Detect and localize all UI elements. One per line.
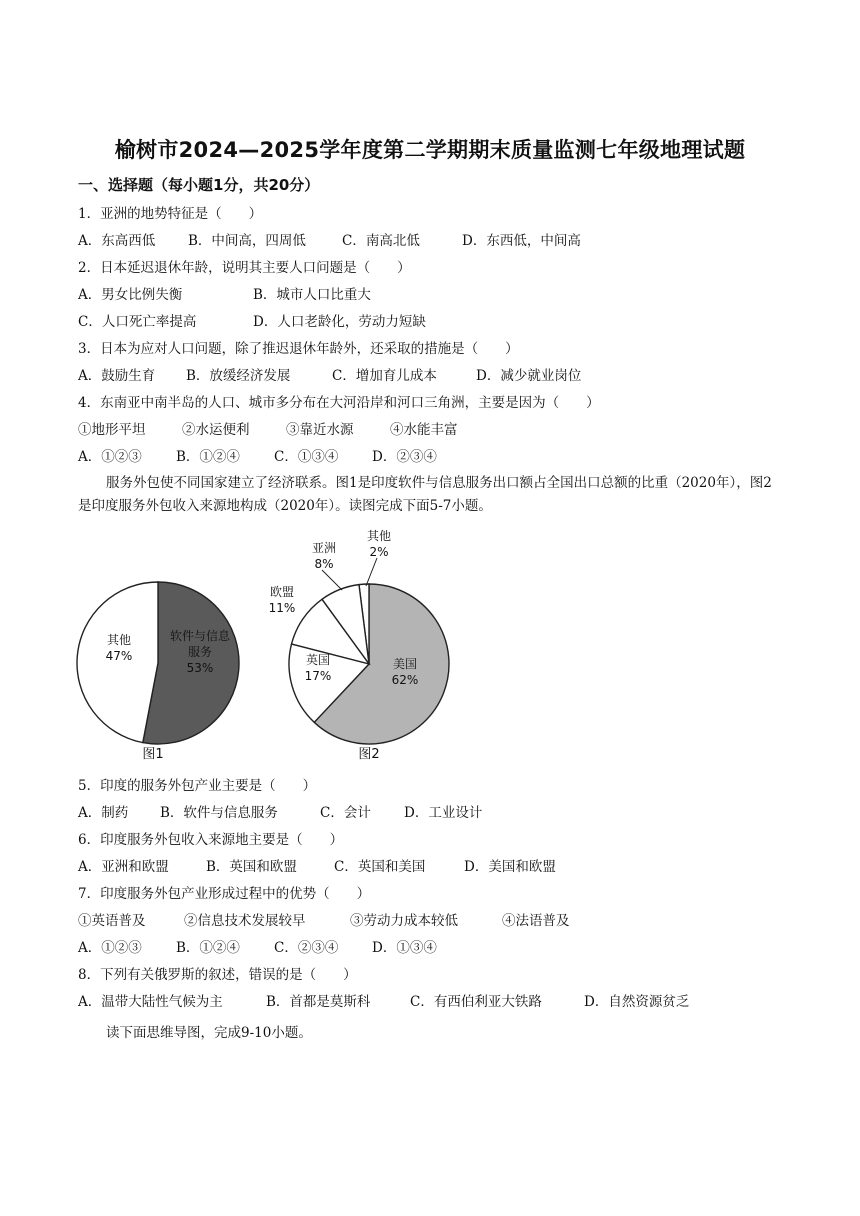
option-b: B．首都是莫斯科 <box>266 994 371 1010</box>
option-c: C．②③④ <box>274 940 339 956</box>
question-3-stem: 3．日本为应对人口问题，除了推迟退休年龄外，还采取的措施是（ ） <box>78 341 519 357</box>
fig1-caption: 图1 <box>142 747 164 762</box>
exam-title: 榆树市2024—2025学年度第二学期期末质量监测七年级地理试题 <box>114 138 746 162</box>
option-b: B．放缓经济发展 <box>186 368 291 384</box>
option-a: A．制药 <box>78 805 129 821</box>
question-5-options <box>78 804 482 822</box>
question-4-stem: 4．东南亚中南半岛的人口、城市多分布在大河沿岸和河口三角洲，主要是因为（ ） <box>78 395 600 411</box>
option-c: C．英国和美国 <box>334 859 426 875</box>
option-a: A．温带大陆性气候为主 <box>78 994 223 1010</box>
option-c: C．会计 <box>320 805 371 821</box>
question-7-options <box>78 939 437 957</box>
option-a: A．①②③ <box>78 940 142 956</box>
question-2-stem: 2．日本延迟退休年龄，说明其主要人口问题是（ ） <box>78 260 411 276</box>
item-2: ②信息技术发展较早 <box>184 913 306 929</box>
option-a: A．①②③ <box>78 449 142 465</box>
option-d: D．①③④ <box>372 940 437 956</box>
section-heading: 一、选择题（每小题1分，共20分） <box>78 176 320 194</box>
option-b: B．中间高，四周低 <box>188 233 306 249</box>
option-d: D．工业设计 <box>404 805 483 821</box>
fig1-label-software: 软件与信息服务 53% <box>169 629 231 675</box>
item-2: ②水运便利 <box>182 422 250 438</box>
fig2-leader-asia <box>322 570 342 590</box>
fig2-caption: 图2 <box>358 747 380 762</box>
figure-1-pie <box>77 582 239 762</box>
option-b: B．①②④ <box>176 449 240 465</box>
fig2-label-us: 美国 62% <box>391 657 419 687</box>
question-2-options-row2 <box>78 313 426 331</box>
item-1: ①英语普及 <box>78 913 146 929</box>
item-4: ④水能丰富 <box>390 422 458 438</box>
figure-2-pie <box>269 528 449 762</box>
fig2-leader-other <box>366 558 377 586</box>
question-1-stem: 1．亚洲的地势特征是（ ） <box>78 206 263 222</box>
fig2-label-other: 其他 2% <box>366 529 392 559</box>
fig2-label-asia: 亚洲 8% <box>311 541 337 571</box>
option-d: D．东西低，中间高 <box>462 233 581 249</box>
question-8-options <box>78 993 689 1011</box>
option-c: C．人口死亡率提高 <box>78 314 197 330</box>
option-d: D．人口老龄化，劳动力短缺 <box>253 314 426 330</box>
fig2-label-eu: 欧盟 11% <box>268 585 296 615</box>
question-7-stem: 7．印度服务外包产业形成过程中的优势（ ） <box>78 886 371 902</box>
question-4-options <box>78 448 437 466</box>
option-d: D．美国和欧盟 <box>464 859 556 875</box>
question-3-options <box>78 367 581 385</box>
option-a: A．鼓励生育 <box>78 368 156 384</box>
material-paragraph: 服务外包使不同国家建立了经济联系。图1是印度软件与信息服务出口额占全国出口总额的比重（2020年），图2是印度服务外包收入来源地构成（2020年）。读图完成下面5-7小题。 <box>78 475 772 514</box>
option-d: D．自然资源贫乏 <box>584 994 690 1010</box>
question-7-items <box>78 912 570 930</box>
mindmap-note: 读下面思维导图，完成9-10小题。 <box>106 1025 312 1041</box>
option-c: C．增加育儿成本 <box>332 368 437 384</box>
option-d: D．减少就业岗位 <box>476 368 582 384</box>
fig2-label-uk: 英国 17% <box>304 653 332 683</box>
option-c: C．有西伯利亚大铁路 <box>410 994 542 1010</box>
item-3: ③劳动力成本较低 <box>350 913 458 929</box>
option-a: A．男女比例失衡 <box>78 287 183 303</box>
question-5-stem: 5．印度的服务外包产业主要是（ ） <box>78 778 317 794</box>
question-1-options <box>78 232 581 250</box>
option-c: C．①③④ <box>274 449 339 465</box>
option-d: D．②③④ <box>372 449 437 465</box>
option-b: B．①②④ <box>176 940 240 956</box>
fig1-label-other: 其他 47% <box>105 633 133 663</box>
question-6-stem: 6．印度服务外包收入来源地主要是（ ） <box>78 832 344 848</box>
option-a: A．亚洲和欧盟 <box>78 859 169 875</box>
figures <box>0 526 860 766</box>
item-3: ③靠近水源 <box>286 422 354 438</box>
item-1: ①地形平坦 <box>78 422 146 438</box>
option-b: B．英国和欧盟 <box>206 859 297 875</box>
option-a: A．东高西低 <box>78 233 156 249</box>
item-4: ④法语普及 <box>502 913 570 929</box>
option-b: B．城市人口比重大 <box>253 287 371 303</box>
question-4-items <box>78 421 458 439</box>
option-c: C．南高北低 <box>342 233 420 249</box>
question-6-options <box>78 858 556 876</box>
question-8-stem: 8．下列有关俄罗斯的叙述，错误的是（ ） <box>78 967 357 983</box>
option-b: B．软件与信息服务 <box>160 805 278 821</box>
question-2-options-row1 <box>78 286 371 304</box>
